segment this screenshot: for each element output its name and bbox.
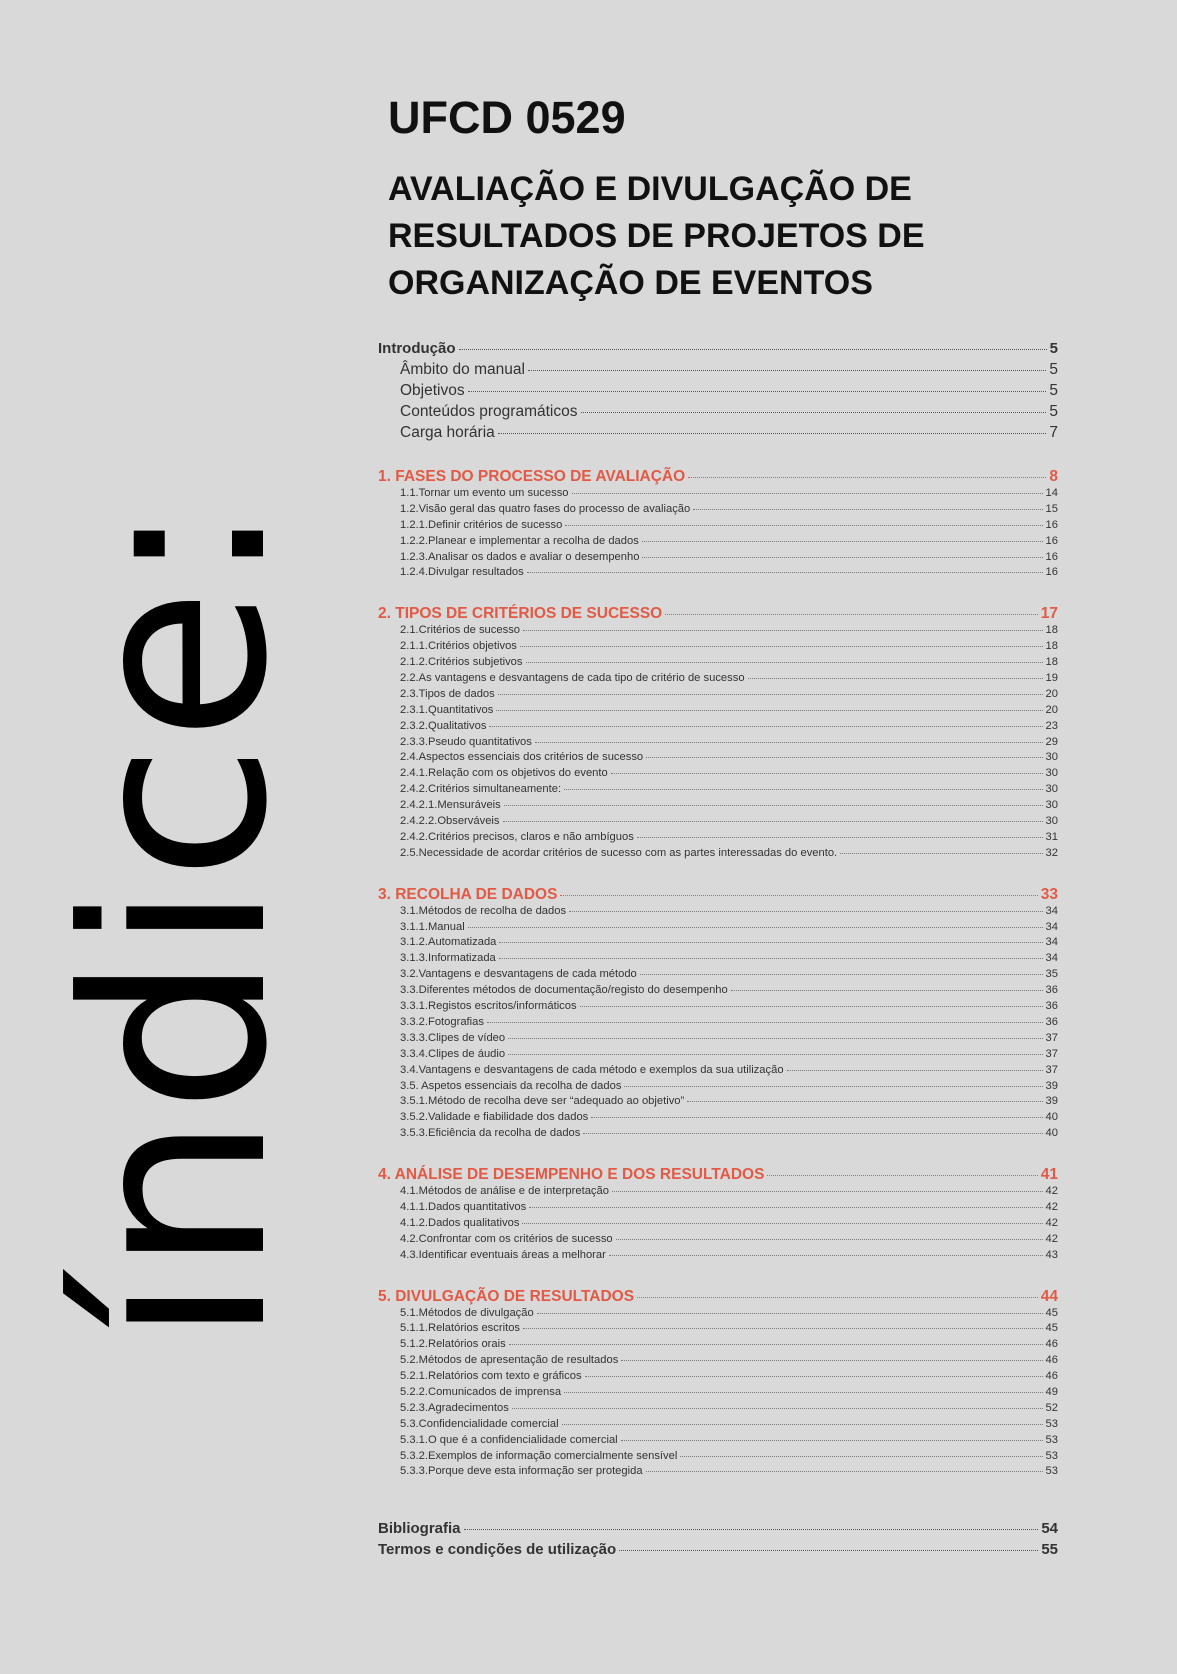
toc-section-heading-page: 8 (1049, 468, 1058, 485)
toc-entry-page: 30 (1045, 751, 1058, 764)
toc-entry[interactable] (378, 1434, 1058, 1450)
toc-entry-title: 4.1.Métodos de análise e de interpretação (400, 1185, 609, 1198)
toc-entry[interactable] (378, 1032, 1058, 1048)
dot-leader (499, 958, 1043, 959)
toc-entry[interactable] (378, 936, 1058, 952)
toc-entry-page: 53 (1045, 1449, 1058, 1462)
toc-intro-title: Introdução (378, 340, 456, 357)
toc-entry-title: 5.2.Métodos de apresentação de resultados (400, 1354, 619, 1367)
dot-leader (637, 837, 1043, 838)
toc-entry-page: 46 (1045, 1338, 1058, 1351)
dot-leader (687, 1101, 1042, 1102)
toc-entry[interactable] (378, 704, 1058, 720)
toc-intro-item-page: 7 (1049, 424, 1058, 441)
toc-entry[interactable] (378, 1201, 1058, 1217)
dot-leader (665, 614, 1038, 615)
dot-leader (528, 370, 1046, 371)
toc-end-entry-title: Termos e condições de utilização (378, 1541, 617, 1559)
toc-entry[interactable] (378, 831, 1058, 847)
toc-entry[interactable] (378, 672, 1058, 688)
toc-entry-page: 45 (1045, 1306, 1058, 1319)
dot-leader (609, 1255, 1043, 1256)
toc-entry-page: 18 (1045, 640, 1058, 653)
dot-leader (787, 1070, 1043, 1071)
dot-leader (731, 990, 1043, 991)
dot-leader (508, 1054, 1042, 1055)
dot-leader (508, 1038, 1042, 1039)
toc-entry[interactable] (378, 1185, 1058, 1201)
toc-entry-page: 34 (1045, 904, 1058, 917)
toc-entry-title: 3.1.3.Informatizada (400, 952, 496, 965)
toc-entry-page: 37 (1045, 1063, 1058, 1076)
dot-leader (537, 1313, 1043, 1314)
toc-entry-page: 19 (1045, 672, 1058, 685)
toc-entry-title: 4.3.Identificar eventuais áreas a melhorar (400, 1248, 606, 1261)
dot-leader (767, 1175, 1037, 1176)
toc-entry-page: 42 (1045, 1232, 1058, 1245)
toc-entry[interactable] (378, 1450, 1058, 1466)
toc-entry-page: 52 (1045, 1401, 1058, 1414)
toc-entry[interactable] (378, 1111, 1058, 1127)
toc-entry[interactable] (378, 952, 1058, 968)
toc-entry[interactable] (378, 751, 1058, 767)
toc-entry-page: 53 (1045, 1465, 1058, 1478)
toc-end-entry-page: 55 (1041, 1541, 1058, 1559)
toc-entry-title: 1.2.3.Analisar os dados e avaliar o desempenho (400, 550, 640, 563)
dot-leader (512, 1408, 1043, 1409)
toc-entry-page: 45 (1045, 1322, 1058, 1335)
dot-leader (621, 1440, 1043, 1441)
toc-entry-page: 42 (1045, 1185, 1058, 1198)
dot-leader (523, 1328, 1043, 1329)
toc-entry-page: 53 (1045, 1417, 1058, 1430)
toc-end-entry-title: Bibliografia (378, 1520, 461, 1538)
toc-entry[interactable] (378, 736, 1058, 752)
dot-leader (520, 646, 1043, 647)
dot-leader (522, 1223, 1042, 1224)
toc-intro-item-page: 5 (1049, 382, 1058, 399)
toc-entry-title: 2.3.1.Quantitativos (400, 703, 494, 716)
toc-entry-title: 3.3.2.Fotografias (400, 1015, 484, 1028)
toc-entry[interactable] (378, 720, 1058, 736)
toc-entry-page: 30 (1045, 783, 1058, 796)
toc-entry-title: 5.2.3.Agradecimentos (400, 1401, 509, 1414)
toc-section-heading[interactable] (378, 1166, 1058, 1185)
toc-entry-title: 1.2.4.Divulgar resultados (400, 566, 524, 579)
toc-entry[interactable] (378, 968, 1058, 984)
dot-leader (504, 805, 1043, 806)
toc-entry-title: 2.4.Aspectos essenciais dos critérios de sucesso (400, 751, 644, 764)
document-title: AVALIAÇÃO E DIVULGAÇÃO DE RESULTADOS DE PROJETOS DE ORGANIZAÇÃO DE EVENTOS (388, 170, 925, 302)
toc-entry-page: 16 (1045, 518, 1058, 531)
toc-entry-title: 5.3.1.O que é a confidencialidade comercial (400, 1433, 618, 1446)
toc-intro-item-page: 5 (1049, 403, 1058, 420)
toc-section-heading-page: 33 (1040, 885, 1058, 903)
toc-entry[interactable] (378, 688, 1058, 704)
toc-entry-title: 5.3.2.Exemplos de informação comercialmente sensível (400, 1449, 678, 1462)
toc-entry-page: 20 (1045, 687, 1058, 700)
toc-entry[interactable] (378, 1000, 1058, 1016)
toc-entry-page: 31 (1045, 830, 1058, 843)
toc-entry-page: 29 (1045, 735, 1058, 748)
dot-leader (565, 525, 1042, 526)
toc-entry-page: 18 (1045, 624, 1058, 637)
toc-entry[interactable] (378, 1233, 1058, 1249)
dot-leader (526, 662, 1043, 663)
toc-entry-title: 2.1.Critérios de sucesso (400, 624, 521, 637)
toc-entry-title: 2.1.2.Critérios subjetivos (400, 656, 523, 669)
dot-leader (468, 391, 1047, 392)
toc-entry[interactable] (378, 1386, 1058, 1402)
toc-entry-page: 34 (1045, 952, 1058, 965)
toc-intro-item[interactable] (378, 382, 1058, 403)
toc-entry-page: 15 (1045, 502, 1058, 515)
toc-entry-title: 3.5.2.Validade e fiabilidade dos dados (400, 1111, 589, 1124)
dot-leader (562, 1424, 1043, 1425)
toc-end-entry-page: 54 (1041, 1520, 1058, 1538)
toc-entry[interactable] (378, 984, 1058, 1000)
toc-intro-item-title: Objetivos (400, 382, 465, 399)
toc-entry[interactable] (378, 487, 1058, 503)
toc-entry-title: 3.5.1.Método de recolha deve ser “adequado ao objetivo” (400, 1095, 685, 1108)
dot-leader (624, 1086, 1042, 1087)
toc-entry-page: 16 (1045, 534, 1058, 547)
dot-leader (468, 927, 1043, 928)
toc-entry-page: 46 (1045, 1354, 1058, 1367)
toc-entry-page: 36 (1045, 1000, 1058, 1013)
dot-leader (569, 911, 1042, 912)
toc-entry[interactable] (378, 566, 1058, 582)
dot-leader (564, 789, 1042, 790)
dot-leader (642, 541, 1043, 542)
toc-entry[interactable] (378, 1127, 1058, 1143)
toc-intro[interactable] (378, 340, 1058, 361)
toc-entry-page: 32 (1045, 846, 1058, 859)
toc-entry-title: 3.1.1.Manual (400, 920, 465, 933)
toc-entry[interactable] (378, 921, 1058, 937)
dot-leader (621, 1360, 1042, 1361)
toc-entry-title: 1.2.1.Definir critérios de sucesso (400, 518, 563, 531)
toc-entry-title: 5.1.Métodos de divulgação (400, 1306, 534, 1319)
toc-entry[interactable] (378, 1465, 1058, 1481)
toc-entry-title: 3.4.Vantagens e desvantagens de cada método e exemplos da sua utilização (400, 1063, 784, 1076)
toc-entry-title: 5.2.1.Relatórios com texto e gráficos (400, 1370, 582, 1383)
dot-leader (527, 572, 1043, 573)
toc-entry[interactable] (378, 640, 1058, 656)
toc-entry[interactable] (378, 1080, 1058, 1096)
toc-entry-page: 42 (1045, 1216, 1058, 1229)
dot-leader (640, 974, 1043, 975)
table-of-contents (378, 340, 1058, 1562)
toc-entry[interactable] (378, 1338, 1058, 1354)
dot-leader (498, 694, 1043, 695)
toc-entry-page: 34 (1045, 920, 1058, 933)
toc-entry[interactable] (378, 1048, 1058, 1064)
toc-end-entry[interactable] (378, 1520, 1058, 1541)
course-code: UFCD 0529 (388, 92, 626, 143)
toc-entry-page: 36 (1045, 984, 1058, 997)
toc-entry[interactable] (378, 519, 1058, 535)
toc-entry[interactable] (378, 1402, 1058, 1418)
toc-entry[interactable] (378, 1370, 1058, 1386)
toc-entry-title: 2.4.1.Relação com os objetivos do evento (400, 767, 608, 780)
toc-entry-title: 3.5.3.Eficiência da recolha de dados (400, 1127, 581, 1140)
toc-entry[interactable] (378, 815, 1058, 831)
toc-entry-page: 40 (1045, 1111, 1058, 1124)
toc-section-heading-title: 5. DIVULGAÇÃO DE RESULTADOS (378, 1287, 635, 1305)
dot-leader (489, 726, 1042, 727)
dot-leader (583, 1133, 1042, 1134)
toc-entry-title: 5.3.3.Porque deve esta informação ser protegida (400, 1465, 643, 1478)
toc-entry-title: 2.3.3.Pseudo quantitativos (400, 735, 532, 748)
dot-leader (646, 757, 1042, 758)
toc-entry-page: 18 (1045, 656, 1058, 669)
dot-leader (680, 1456, 1042, 1457)
toc-section-heading[interactable] (378, 468, 1058, 487)
toc-entry[interactable] (378, 767, 1058, 783)
toc-entry-page: 42 (1045, 1200, 1058, 1213)
toc-entry[interactable] (378, 551, 1058, 567)
toc-section-heading-title: 3. RECOLHA DE DADOS (378, 885, 558, 903)
toc-entry[interactable] (378, 905, 1058, 921)
toc-entry-page: 16 (1045, 550, 1058, 563)
dot-leader (464, 1529, 1039, 1530)
dot-leader (591, 1117, 1042, 1118)
dot-leader (612, 1191, 1043, 1192)
toc-entry-title: 2.4.2.2.Observáveis (400, 815, 500, 828)
toc-entry-title: 3.1.Métodos de recolha de dados (400, 904, 567, 917)
toc-entry-page: 53 (1045, 1433, 1058, 1446)
toc-intro-item-title: Âmbito do manual (400, 361, 525, 378)
toc-entry-title: 5.3.Confidencialidade comercial (400, 1417, 559, 1430)
toc-section-heading-page: 41 (1040, 1166, 1058, 1184)
vertical-index-heading: índice: (31, 499, 322, 1345)
dot-leader (529, 1207, 1042, 1208)
toc-entry-title: 4.1.2.Dados qualitativos (400, 1216, 520, 1229)
toc-entry-title: 2.3.Tipos de dados (400, 687, 495, 700)
dot-leader (637, 1297, 1038, 1298)
dot-leader (642, 557, 1042, 558)
dot-leader (496, 710, 1042, 711)
toc-entry[interactable] (378, 624, 1058, 640)
dot-leader (581, 412, 1047, 413)
toc-entry[interactable] (378, 656, 1058, 672)
toc-entry[interactable] (378, 847, 1058, 863)
toc-entry-page: 20 (1045, 703, 1058, 716)
toc-end-entry[interactable] (378, 1541, 1058, 1562)
toc-entry-title: 2.4.2.Critérios simultaneamente: (400, 783, 562, 796)
toc-entry-title: 1.1.Tornar um evento um sucesso (400, 487, 569, 499)
dot-leader (564, 1392, 1042, 1393)
toc-entry[interactable] (378, 1354, 1058, 1370)
toc-entry-title: 3.3.3.Clipes de vídeo (400, 1031, 506, 1044)
dot-leader (535, 742, 1043, 743)
toc-entry-page: 37 (1045, 1031, 1058, 1044)
toc-entry-title: 3.3.Diferentes métodos de documentação/registo do desempenho (400, 984, 728, 997)
toc-section-heading[interactable] (378, 605, 1058, 624)
dot-leader (688, 477, 1046, 478)
toc-entry[interactable] (378, 783, 1058, 799)
dot-leader (459, 349, 1047, 350)
toc-entry-page: 23 (1045, 719, 1058, 732)
toc-section-heading[interactable] (378, 886, 1058, 905)
toc-entry-title: 2.4.2.1.Mensuráveis (400, 799, 501, 812)
toc-entry-page: 35 (1045, 968, 1058, 981)
toc-section-heading-page: 17 (1040, 605, 1058, 623)
toc-entry-page: 43 (1045, 1248, 1058, 1261)
dot-leader (585, 1376, 1043, 1377)
toc-intro-item-title: Conteúdos programáticos (400, 403, 578, 420)
toc-entry-title: 3.3.4.Clipes de áudio (400, 1047, 506, 1060)
toc-entry-page: 16 (1045, 566, 1058, 579)
dot-leader (840, 853, 1042, 854)
toc-entry-page: 39 (1045, 1079, 1058, 1092)
toc-entry[interactable] (378, 1249, 1058, 1265)
dot-leader (498, 433, 1047, 434)
toc-entry-page: 14 (1045, 487, 1058, 499)
toc-entry-title: 5.2.2.Comunicados de imprensa (400, 1385, 562, 1398)
toc-intro-item[interactable] (378, 424, 1058, 445)
dot-leader (748, 678, 1043, 679)
toc-entry-page: 30 (1045, 799, 1058, 812)
toc-section-heading[interactable] (378, 1288, 1058, 1307)
toc-intro-item-page: 5 (1049, 361, 1058, 378)
dot-leader (487, 1022, 1043, 1023)
dot-leader (523, 630, 1043, 631)
toc-entry[interactable] (378, 1095, 1058, 1111)
toc-entry-title: 1.2.2.Planear e implementar a recolha de dados (400, 534, 639, 547)
dot-leader (619, 1550, 1038, 1551)
toc-entry[interactable] (378, 1064, 1058, 1080)
toc-entry[interactable] (378, 799, 1058, 815)
dot-leader (616, 1239, 1043, 1240)
dot-leader (572, 493, 1043, 494)
toc-entry-page: 30 (1045, 815, 1058, 828)
toc-entry[interactable] (378, 1322, 1058, 1338)
toc-intro-item[interactable] (378, 403, 1058, 424)
dot-leader (560, 895, 1037, 896)
toc-entry-page: 34 (1045, 936, 1058, 949)
toc-section-heading-title: 2. TIPOS DE CRITÉRIOS DE SUCESSO (378, 605, 663, 623)
toc-entry-page: 30 (1045, 767, 1058, 780)
toc-entry-title: 2.2.As vantagens e desvantagens de cada tipo de critério de sucesso (400, 672, 745, 685)
toc-entry-title: 2.5.Necessidade de acordar critérios de sucesso com as partes interessadas do evento. (400, 846, 838, 859)
toc-entry-title: 3.3.1.Registos escritos/informáticos (400, 1000, 577, 1013)
toc-entry-page: 36 (1045, 1015, 1058, 1028)
toc-entry-title: 2.4.2.Critérios precisos, claros e não ambíguos (400, 830, 634, 843)
dot-leader (693, 509, 1042, 510)
toc-entry[interactable] (378, 1016, 1058, 1032)
toc-entry[interactable] (378, 1418, 1058, 1434)
document-header (388, 92, 1108, 307)
toc-entry-title: 1.2.Visão geral das quatro fases do processo de avaliação (400, 502, 691, 515)
toc-entry-page: 49 (1045, 1385, 1058, 1398)
toc-entry-title: 2.3.2.Qualitativos (400, 719, 487, 732)
toc-intro-item-title: Carga horária (400, 424, 495, 441)
toc-intro-item[interactable] (378, 361, 1058, 382)
toc-entry-page: 46 (1045, 1370, 1058, 1383)
toc-entry-title: 4.1.1.Dados quantitativos (400, 1200, 527, 1213)
toc-intro-page: 5 (1049, 340, 1058, 357)
toc-entry[interactable] (378, 503, 1058, 519)
toc-entry-title: 3.1.2.Automatizada (400, 936, 497, 949)
dot-leader (646, 1471, 1043, 1472)
toc-entry-title: 4.2.Confrontar com os critérios de sucesso (400, 1232, 613, 1245)
toc-entry[interactable] (378, 535, 1058, 551)
toc-entry[interactable] (378, 1217, 1058, 1233)
dot-leader (503, 821, 1043, 822)
toc-entry-title: 3.2.Vantagens e desvantagens de cada método (400, 968, 637, 981)
toc-section-heading-page: 44 (1040, 1287, 1058, 1305)
dot-leader (611, 773, 1043, 774)
toc-entry-page: 40 (1045, 1127, 1058, 1140)
toc-entry-page: 37 (1045, 1047, 1058, 1060)
toc-entry-title: 5.1.1.Relatórios escritos (400, 1322, 521, 1335)
dot-leader (580, 1006, 1043, 1007)
toc-entry-page: 39 (1045, 1095, 1058, 1108)
toc-entry-title: 2.1.1.Critérios objetivos (400, 640, 517, 653)
toc-entry-title: 3.5. Aspetos essenciais da recolha de dados (400, 1079, 622, 1092)
toc-section-heading-title: 4. ANÁLISE DE DESEMPENHO E DOS RESULTADOS (378, 1166, 765, 1184)
toc-entry[interactable] (378, 1307, 1058, 1323)
toc-section-heading-title: 1. FASES DO PROCESSO DE AVALIAÇÃO (378, 468, 686, 485)
dot-leader (499, 942, 1042, 943)
dot-leader (509, 1344, 1043, 1345)
toc-entry-title: 5.1.2.Relatórios orais (400, 1338, 506, 1351)
